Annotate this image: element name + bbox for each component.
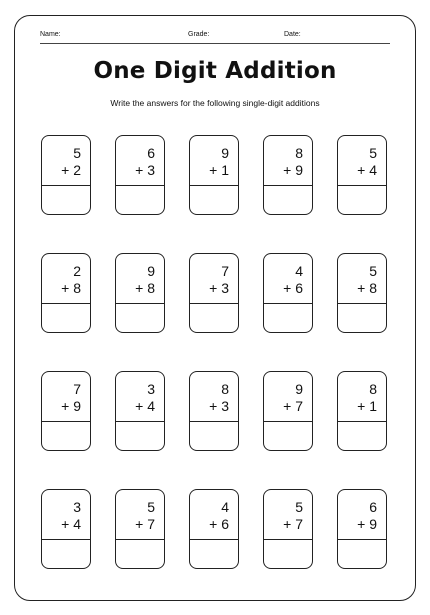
addend-bottom: + 6 <box>209 516 229 532</box>
answer-line <box>338 539 386 540</box>
addend-top: 3 <box>73 499 81 515</box>
addend-bottom: + 9 <box>357 516 377 532</box>
problem-card[interactable] <box>337 371 387 451</box>
answer-line <box>264 303 312 304</box>
addend-top: 5 <box>147 499 155 515</box>
addend-bottom: + 2 <box>61 162 81 178</box>
answer-line <box>190 303 238 304</box>
answer-line <box>116 539 164 540</box>
problem-card[interactable] <box>263 371 313 451</box>
answer-line <box>42 421 90 422</box>
page-title: One Digit Addition <box>93 58 337 84</box>
answer-line <box>190 421 238 422</box>
addend-top: 4 <box>295 263 303 279</box>
answer-line <box>116 421 164 422</box>
addend-bottom: + 3 <box>209 280 229 296</box>
addend-top: 7 <box>221 263 229 279</box>
addend-bottom: + 1 <box>357 398 377 414</box>
answer-line <box>42 303 90 304</box>
name-label: Name: <box>40 31 61 38</box>
problem-card[interactable] <box>263 253 313 333</box>
addend-top: 6 <box>147 145 155 161</box>
addend-top: 5 <box>369 263 377 279</box>
answer-line <box>42 185 90 186</box>
addend-top: 8 <box>295 145 303 161</box>
addend-top: 5 <box>369 145 377 161</box>
addend-top: 8 <box>221 381 229 397</box>
problem-card[interactable] <box>41 371 91 451</box>
problem-card[interactable] <box>115 489 165 569</box>
addend-top: 8 <box>369 381 377 397</box>
addend-bottom: + 9 <box>283 162 303 178</box>
header-row <box>40 31 390 44</box>
addend-top: 2 <box>73 263 81 279</box>
problem-card[interactable] <box>115 253 165 333</box>
problem-card[interactable] <box>337 489 387 569</box>
addend-bottom: + 4 <box>357 162 377 178</box>
answer-line <box>338 303 386 304</box>
problem-card[interactable] <box>189 371 239 451</box>
problem-card[interactable] <box>41 135 91 215</box>
problem-card[interactable] <box>263 135 313 215</box>
problem-card[interactable] <box>115 371 165 451</box>
addend-top: 3 <box>147 381 155 397</box>
addend-bottom: + 8 <box>135 280 155 296</box>
answer-line <box>116 303 164 304</box>
addend-bottom: + 1 <box>209 162 229 178</box>
addend-bottom: + 9 <box>61 398 81 414</box>
answer-line <box>338 421 386 422</box>
date-label: Date: <box>284 31 301 38</box>
addend-top: 4 <box>221 499 229 515</box>
addend-top: 5 <box>73 145 81 161</box>
problem-card[interactable] <box>41 489 91 569</box>
addend-bottom: + 4 <box>135 398 155 414</box>
grade-label: Grade: <box>188 31 210 38</box>
answer-line <box>264 185 312 186</box>
addend-bottom: + 6 <box>283 280 303 296</box>
problem-card[interactable] <box>263 489 313 569</box>
addend-bottom: + 3 <box>209 398 229 414</box>
addend-top: 7 <box>73 381 81 397</box>
problem-card[interactable] <box>115 135 165 215</box>
addend-top: 5 <box>295 499 303 515</box>
problem-card[interactable] <box>189 135 239 215</box>
addend-top: 9 <box>221 145 229 161</box>
problem-card[interactable] <box>337 253 387 333</box>
addend-bottom: + 7 <box>283 516 303 532</box>
addend-top: 6 <box>369 499 377 515</box>
addend-bottom: + 4 <box>61 516 81 532</box>
answer-line <box>338 185 386 186</box>
addend-bottom: + 3 <box>135 162 155 178</box>
instructions: Write the answers for the following single-digit additions <box>110 98 320 108</box>
problem-card[interactable] <box>189 253 239 333</box>
answer-line <box>42 539 90 540</box>
addend-top: 9 <box>295 381 303 397</box>
answer-line <box>190 185 238 186</box>
answer-line <box>190 539 238 540</box>
addend-bottom: + 8 <box>357 280 377 296</box>
problem-card[interactable] <box>41 253 91 333</box>
answer-line <box>264 539 312 540</box>
addend-bottom: + 7 <box>135 516 155 532</box>
addend-bottom: + 8 <box>61 280 81 296</box>
problem-card[interactable] <box>189 489 239 569</box>
problem-card[interactable] <box>337 135 387 215</box>
addend-bottom: + 7 <box>283 398 303 414</box>
addend-top: 9 <box>147 263 155 279</box>
answer-line <box>116 185 164 186</box>
answer-line <box>264 421 312 422</box>
